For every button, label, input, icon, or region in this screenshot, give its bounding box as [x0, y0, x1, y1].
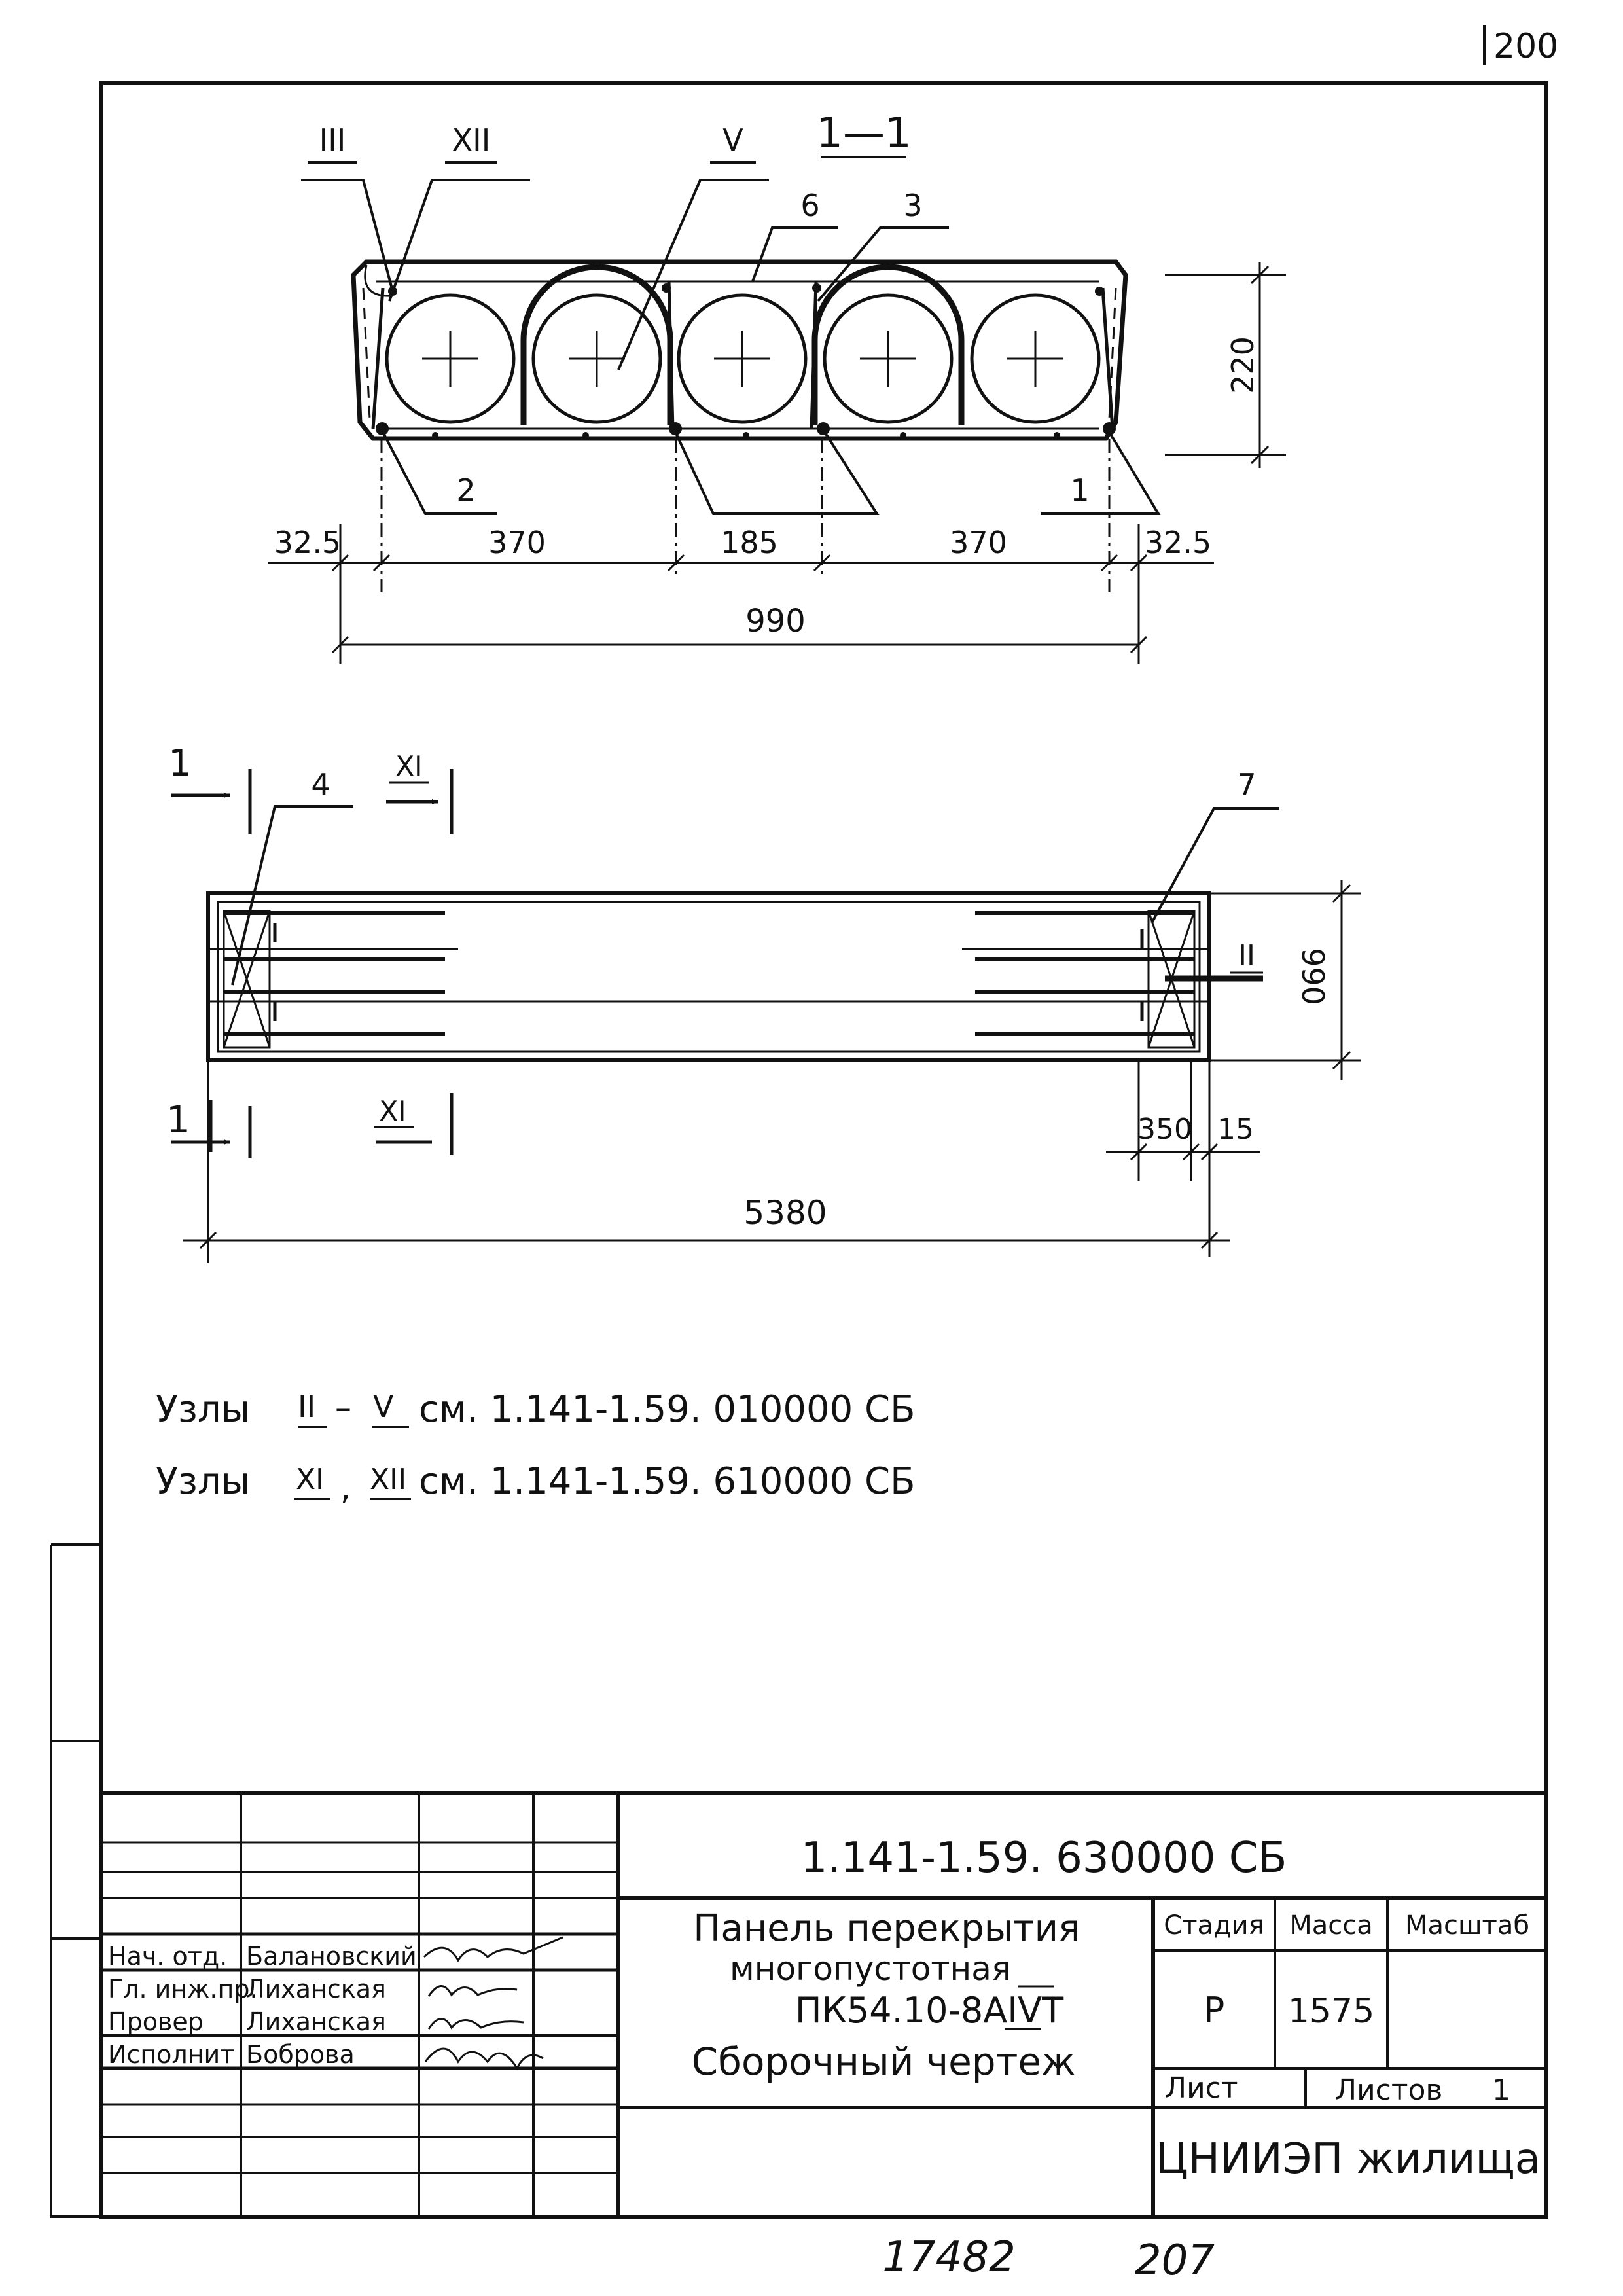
svg-text:32.5: 32.5	[1144, 525, 1212, 560]
svg-text:Листов: Листов	[1335, 2073, 1443, 2107]
svg-text:II: II	[298, 1389, 316, 1424]
svg-text:990: 990	[1295, 948, 1330, 1005]
svg-text:Панель перекрытия: Панель перекрытия	[693, 1907, 1080, 1950]
svg-text:1.141-1.59. 630000 СБ: 1.141-1.59. 630000 СБ	[800, 1834, 1287, 1882]
signer-row	[108, 2040, 543, 2069]
hollow-core	[972, 295, 1099, 422]
note-line-2	[156, 1460, 916, 1507]
svg-text:185: 185	[721, 525, 778, 560]
svg-text:1: 1	[1492, 2073, 1510, 2107]
dim-height-220	[1165, 262, 1286, 468]
svg-text:см. 1.141-1.59. 010000 СБ: см. 1.141-1.59. 010000 СБ	[419, 1388, 916, 1431]
svg-text:Стадия: Стадия	[1164, 1910, 1264, 1941]
sheet-info	[1165, 2072, 1510, 2107]
svg-text:5380: 5380	[743, 1194, 827, 1232]
svg-text:Лист: Лист	[1165, 2072, 1238, 2105]
svg-text:990: 990	[745, 603, 806, 639]
hollow-core	[679, 295, 806, 422]
hollow-cores	[387, 295, 1099, 422]
svg-text:Гл. инж.пр.: Гл. инж.пр.	[108, 1975, 258, 2003]
svg-text:–: –	[335, 1389, 351, 1427]
inventory-number: 17482	[882, 2233, 1016, 2282]
svg-text:Сборочный чертеж: Сборочный чертеж	[691, 2039, 1076, 2084]
callout-pos-6	[753, 188, 838, 281]
hollow-core	[825, 295, 952, 422]
svg-text:Нач. отд.: Нач. отд.	[108, 1942, 228, 1971]
svg-text:2: 2	[456, 473, 476, 508]
callout-pos-7	[1152, 767, 1279, 923]
svg-text:1: 1	[168, 742, 192, 785]
signer-row	[108, 2007, 524, 2036]
stage-mass-scale-headers	[1164, 1910, 1529, 1941]
svg-text:220: 220	[1225, 336, 1260, 394]
end-insert-left	[224, 911, 275, 1047]
section-title	[816, 109, 911, 158]
svg-text:XI: XI	[379, 1095, 406, 1127]
svg-text:II: II	[1238, 939, 1255, 973]
svg-text:XI: XI	[395, 750, 423, 782]
drawing-title	[692, 1907, 1080, 2084]
dim-plan-length	[183, 1194, 1230, 1248]
svg-text:III: III	[319, 122, 346, 158]
svg-text:многопустотная: многопустотная	[730, 1950, 1011, 1988]
dim-plan-ends	[208, 1060, 1260, 1263]
svg-text:см. 1.141-1.59. 610000 СБ: см. 1.141-1.59. 610000 СБ	[419, 1460, 916, 1503]
svg-text:200: 200	[1493, 27, 1559, 66]
notes	[156, 1388, 916, 1507]
svg-text:32.5: 32.5	[274, 525, 342, 560]
svg-text:V: V	[722, 122, 743, 158]
prestressed-bars	[224, 913, 1194, 1034]
plan-view	[166, 742, 1361, 1263]
svg-text:,: ,	[340, 1469, 351, 1507]
section-view	[268, 109, 1286, 664]
stage-value: Р	[1203, 1990, 1225, 2031]
svg-text:Балановский: Балановский	[246, 1942, 417, 1971]
signer-row	[108, 1937, 563, 1971]
svg-text:Узлы: Узлы	[156, 1460, 250, 1503]
svg-text:Узлы: Узлы	[156, 1388, 250, 1431]
callout-node-XII	[389, 122, 530, 301]
svg-text:Масса: Масса	[1289, 1910, 1373, 1941]
svg-text:V: V	[373, 1389, 394, 1424]
organization-name: ЦНИИЭП жилища	[1156, 2135, 1541, 2183]
svg-text:7: 7	[1237, 767, 1257, 802]
left-binding-strip	[51, 1545, 101, 2217]
svg-text:XII: XII	[370, 1463, 407, 1496]
svg-text:Провер: Провер	[108, 2007, 204, 2036]
node-XI-top	[386, 750, 452, 834]
svg-text:Масштаб: Масштаб	[1404, 1910, 1530, 1941]
callout-node-III	[301, 122, 393, 296]
callout-node-V	[618, 122, 769, 370]
svg-text:ПК54.10-8АIVТ: ПК54.10-8АIVТ	[794, 1990, 1064, 2031]
svg-text:350: 350	[1137, 1113, 1192, 1146]
svg-text:XI: XI	[296, 1463, 325, 1496]
svg-text:15: 15	[1217, 1113, 1254, 1146]
svg-text:3: 3	[903, 188, 923, 223]
svg-text:1: 1	[166, 1099, 190, 1141]
mass-value: 1575	[1287, 1992, 1375, 2031]
svg-text:1: 1	[1070, 473, 1090, 508]
svg-text:Боброва: Боброва	[246, 2040, 355, 2069]
page-number: 207	[1134, 2236, 1215, 2285]
signer-row	[108, 1975, 517, 2003]
panel-section-outline	[353, 262, 1126, 439]
callout-pos-2	[383, 432, 497, 514]
svg-text:4: 4	[311, 767, 330, 802]
note-line-1	[156, 1388, 916, 1431]
svg-text:370: 370	[488, 525, 546, 560]
hollow-core	[387, 295, 514, 422]
svg-text:Лиханская: Лиханская	[246, 2007, 386, 2036]
svg-text:Лиханская: Лиханская	[246, 1975, 386, 2003]
corner-page-number	[1484, 25, 1558, 66]
svg-text:370: 370	[950, 525, 1007, 560]
title-block	[101, 1793, 1546, 2217]
node-XI-bottom	[374, 1093, 452, 1155]
document-code	[801, 1834, 1287, 1882]
svg-text:XII: XII	[452, 122, 491, 158]
section-mark-top	[168, 742, 250, 834]
svg-text:1—1: 1—1	[816, 109, 912, 158]
svg-text:Исполнит: Исполнит	[108, 2040, 235, 2069]
svg-text:6: 6	[800, 188, 820, 223]
callout-pos-1	[675, 432, 1158, 514]
